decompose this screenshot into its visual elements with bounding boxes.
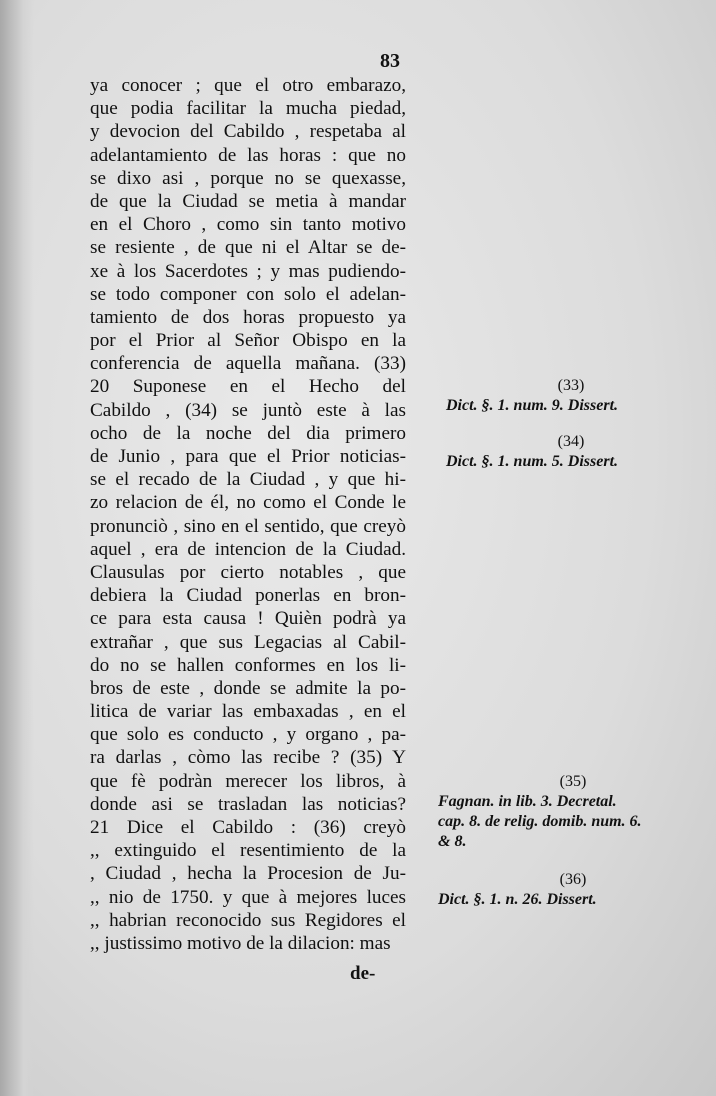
text-line: debiera la Ciudad ponerlas en bron- xyxy=(90,585,406,607)
note-line: Fagnan. in lib. 3. Decretal. xyxy=(438,793,617,810)
note-line: & 8. xyxy=(438,833,467,850)
text-line: ra darlas , còmo las recibe ? (35) Y xyxy=(90,747,406,769)
text-line: , Ciudad , hecha la Procesion de Ju- xyxy=(90,863,406,885)
text-line: zo relacion de él, no como el Conde le xyxy=(90,492,406,514)
text-line: ocho de la noche del dia primero xyxy=(90,422,406,444)
text-line: extrañar , que sus Legacias al Cabil- xyxy=(90,631,406,653)
page-number: 83 xyxy=(380,50,400,72)
text-line: ,, nio de 1750. y que à mejores luces xyxy=(90,886,406,908)
text-line: litica de variar las embaxadas , en el xyxy=(90,701,406,723)
note-mark: (36) xyxy=(559,871,587,888)
text-line: conferencia de aquella mañana. (33) xyxy=(90,353,406,375)
text-line: donde asi se trasladan las noticias? xyxy=(90,793,406,815)
text-line: pronunciò , sino en el sentido, que creyò xyxy=(90,515,406,537)
text-line: se dixo asi , porque no se quexasse, xyxy=(90,167,406,189)
text-line: adelantamiento de las horas : que no xyxy=(90,144,406,166)
margin-note-33 xyxy=(446,376,696,416)
margin-note-34 xyxy=(446,432,696,472)
text-line: que podia facilitar la mucha piedad, xyxy=(90,98,406,120)
text-line: que fè podràn merecer los libros, à xyxy=(90,770,406,792)
margin-note-36 xyxy=(438,870,708,910)
note-line: Dict. §. 1. num. 9. Dissert. xyxy=(446,397,619,414)
main-text-column xyxy=(90,74,406,955)
text-line: aquel , era de intencion de la Ciudad. xyxy=(90,538,406,560)
text-line: ,, habrian reconocido sus Regidores el xyxy=(90,909,406,931)
text-line: de Junio , para que el Prior noticias- xyxy=(90,446,406,467)
text-line: ce para esta causa ! Quièn podrà ya xyxy=(90,608,406,630)
text-line: y devocion del Cabildo , respetaba al xyxy=(90,121,406,143)
text-line: 20 Suponese en el Hecho del xyxy=(90,376,406,398)
note-mark: (35) xyxy=(559,773,587,790)
note-mark: (33) xyxy=(557,377,585,394)
text-line: por el Prior al Señor Obispo en la xyxy=(90,330,406,352)
text-line: se resiente , de que ni el Altar se de- xyxy=(90,237,406,259)
text-line: ,, extinguido el resentimiento de la xyxy=(90,840,406,862)
note-mark: (34) xyxy=(557,433,585,450)
note-line: Dict. §. 1. n. 26. Dissert. xyxy=(438,891,597,908)
text-line: 21 Dice el Cabildo : (36) creyò xyxy=(90,817,406,838)
text-line: Clausulas por cierto notables , que xyxy=(90,561,406,583)
text-line: se el recado de la Ciudad , y que hi- xyxy=(90,469,406,491)
note-line: cap. 8. de relig. domib. num. 6. xyxy=(438,813,642,830)
text-line: xe à los Sacerdotes ; y mas pudiendo- xyxy=(90,260,406,282)
page-gutter-shadow xyxy=(0,0,34,1096)
margin-note-35 xyxy=(438,772,708,852)
text-line: que solo es conducto , y organo , pa- xyxy=(90,724,406,746)
text-line: ya conocer ; que el otro embarazo, xyxy=(90,75,406,96)
text-line: se todo componer con solo el adelan- xyxy=(90,283,406,305)
catchword: de- xyxy=(350,963,376,984)
note-line: Dict. §. 1. num. 5. Dissert. xyxy=(446,453,619,470)
text-line: ,, justissimo motivo de la dilacion: mas xyxy=(90,932,391,954)
text-line: de que la Ciudad se metia à mandar xyxy=(90,190,406,212)
text-line: Cabildo , (34) se juntò este à las xyxy=(90,399,406,421)
text-line: bros de este , donde se admite la po- xyxy=(90,677,406,699)
text-line: tamiento de dos horas propuesto ya xyxy=(90,306,406,328)
text-line: do no se hallen conformes en los li- xyxy=(90,654,406,676)
text-line: en el Choro , como sin tanto motivo xyxy=(90,214,406,236)
